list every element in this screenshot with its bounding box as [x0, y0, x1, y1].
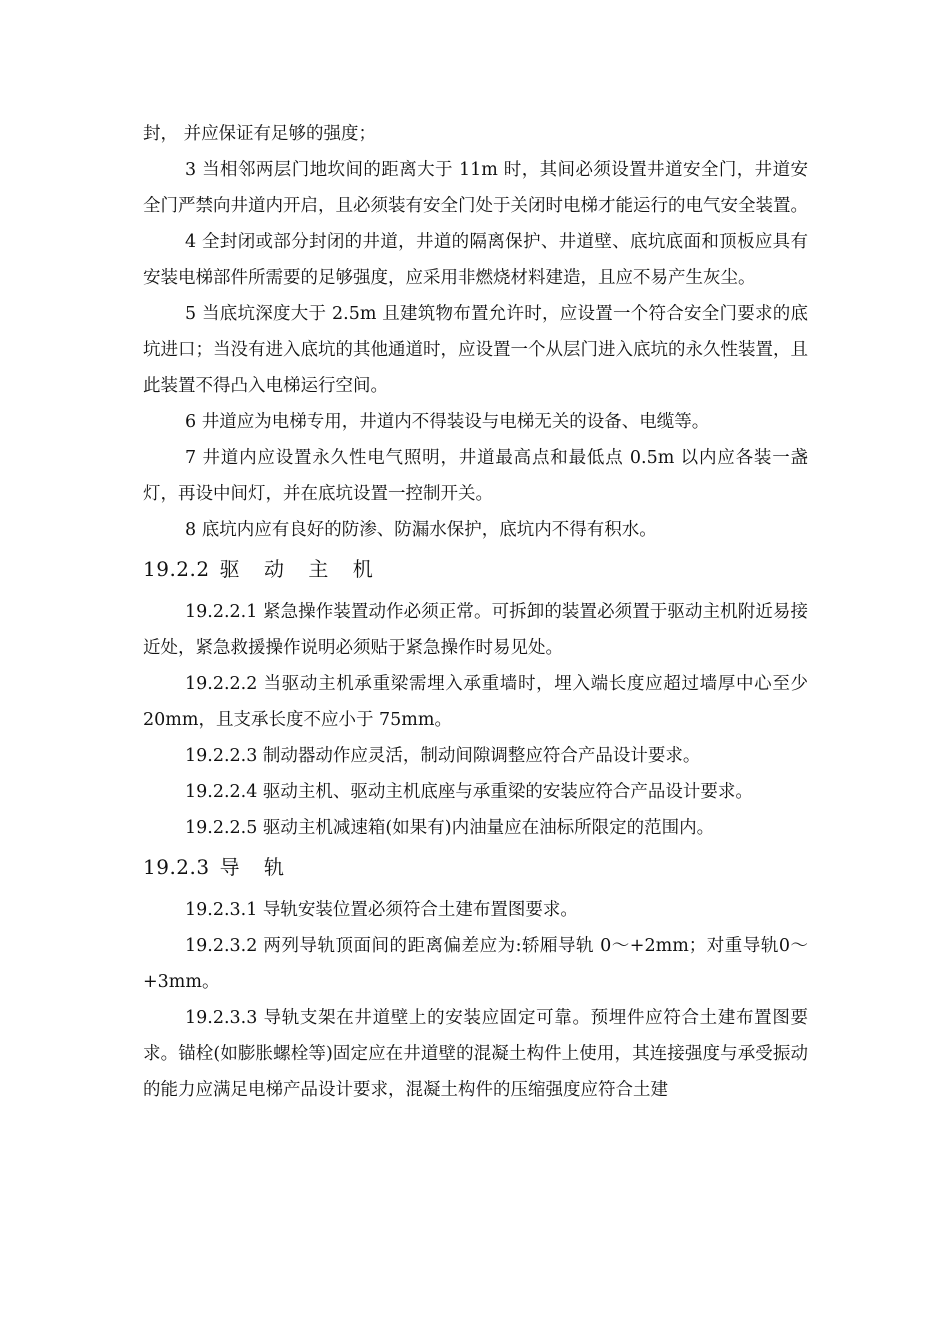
clause-item: 19.2.3.3 导轨支架在井道壁上的安装应固定可靠。预埋件应符合土建布置图要求。锚栓(如膨胀螺栓等)固定应在井道壁的混凝土构件上使用，其连接强度与承受振动的能力应满足电梯产品设计要求，混凝土构件的压缩强度应符合土建	[143, 1008, 808, 1100]
section-number: 19.2.3	[143, 855, 210, 879]
paragraph-1: 3 当相邻两层门地坎间的距离大于 11m 时，其间必须设置井道安全门，井道安全门严禁向井道内开启，且必须装有安全门处于关闭时电梯才能运行的电气安全装置。	[143, 160, 808, 216]
paragraph-5: 7 井道内应设置永久性电气照明，井道最高点和最低点 0.5m 以内应各装一盏灯，再设中间灯，并在底坑设置一控制开关。	[143, 448, 808, 504]
section-title: 导 轨	[219, 855, 293, 879]
section-heading-drive	[143, 555, 808, 583]
paragraph-3: 5 当底坑深度大于 2.5m 且建筑物布置允许时，应设置一个符合安全门要求的底坑进口；当没有进入底坑的其他通道时，应设置一个从层门进入底坑的永久性装置，且此装置不得凸入电梯运行空间。	[143, 304, 808, 396]
paragraph-0: 封， 并应保证有足够的强度；	[143, 124, 377, 144]
document-page	[143, 116, 808, 1108]
clause-item: 19.2.2.2 当驱动主机承重梁需埋入承重墙时，埋入端长度应超过墙厚中心至少 20mm，且支承长度不应小于 75mm。	[143, 674, 808, 730]
paragraph-2: 4 全封闭或部分封闭的井道，井道的隔离保护、井道壁、底坑底面和顶板应具有安装电梯部件所需要的足够强度，应采用非燃烧材料建造，且应不易产生灰尘。	[143, 232, 808, 288]
section-title: 驱 动 主 机	[219, 557, 382, 581]
clause-item: 19.2.3.1 导轨安装位置必须符合土建布置图要求。	[185, 900, 578, 920]
clause-item: 19.2.2.5 驱动主机减速箱(如果有)内油量应在油标所限定的范围内。	[185, 818, 715, 838]
section-number: 19.2.2	[143, 557, 210, 581]
clause-item: 19.2.2.1 紧急操作装置动作必须正常。可拆卸的装置必须置于驱动主机附近易接近处，紧急救援操作说明必须贴于紧急操作时易见处。	[143, 602, 808, 658]
paragraph-4: 6 井道应为电梯专用，井道内不得装设与电梯无关的设备、电缆等。	[185, 412, 710, 432]
clause-item: 19.2.3.2 两列导轨顶面间的距离偏差应为:轿厢导轨 0～+2mm；对重导轨0～+3mm。	[143, 936, 808, 992]
clause-item: 19.2.2.3 制动器动作应灵活，制动间隙调整应符合产品设计要求。	[185, 746, 701, 766]
section-heading-rail	[143, 853, 808, 881]
clause-item: 19.2.2.4 驱动主机、驱动主机底座与承重梁的安装应符合产品设计要求。	[185, 782, 753, 802]
paragraph-6: 8 底坑内应有良好的防渗、防漏水保护，底坑内不得有积水。	[185, 520, 657, 540]
